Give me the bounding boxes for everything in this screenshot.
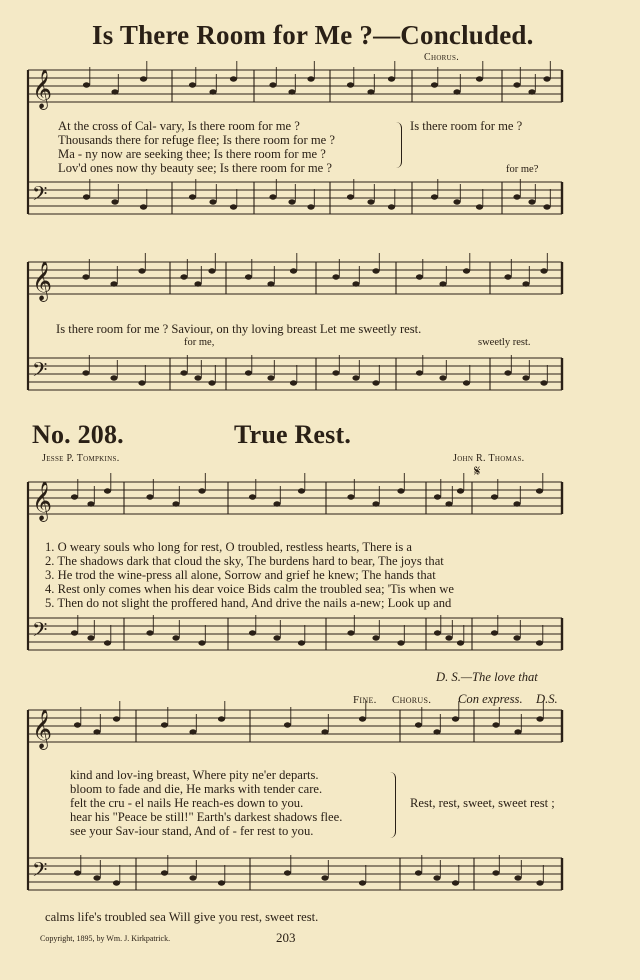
chorus-line-upper: Is there room for me ? <box>410 119 523 133</box>
notehead <box>476 76 483 81</box>
notehead <box>453 199 460 204</box>
notehead <box>372 268 379 273</box>
chorus-label-208: Chorus. <box>392 694 432 706</box>
notehead <box>93 729 100 734</box>
notehead <box>110 281 117 286</box>
author-credit: Jesse P. Tompkins. <box>42 453 120 464</box>
notehead <box>352 375 359 380</box>
notehead <box>540 380 547 385</box>
notehead <box>463 268 470 273</box>
notehead <box>172 501 179 506</box>
notehead <box>513 501 520 506</box>
verse-bracket-upper <box>396 122 402 168</box>
notehead <box>452 880 459 885</box>
notehead <box>245 274 252 279</box>
notehead <box>273 635 280 640</box>
notehead <box>218 880 225 885</box>
notehead <box>273 501 280 506</box>
notehead <box>93 875 100 880</box>
notehead <box>288 89 295 94</box>
notehead <box>397 640 404 645</box>
notehead <box>367 199 374 204</box>
notehead <box>71 494 78 499</box>
notehead <box>140 76 147 81</box>
bass-cue-upper: for me? <box>506 164 539 175</box>
notehead <box>290 268 297 273</box>
notehead <box>113 716 120 721</box>
notehead <box>321 729 328 734</box>
notehead <box>209 199 216 204</box>
notehead <box>298 640 305 645</box>
notehead <box>245 370 252 375</box>
notehead <box>434 494 441 499</box>
notehead <box>82 274 89 279</box>
notehead <box>416 370 423 375</box>
bass-clef-icon: 𝄢 <box>32 182 48 210</box>
notehead <box>415 722 422 727</box>
notehead <box>249 494 256 499</box>
verse-line-3: Ma - ny now are seeking thee; Is there room for me ? <box>58 147 326 161</box>
notehead <box>347 630 354 635</box>
notehead <box>208 268 215 273</box>
notehead <box>514 875 521 880</box>
notehead <box>110 375 117 380</box>
notehead <box>104 488 111 493</box>
notehead <box>439 281 446 286</box>
notehead <box>218 716 225 721</box>
notehead <box>307 204 314 209</box>
notehead <box>189 82 196 87</box>
notehead <box>172 635 179 640</box>
notehead <box>198 640 205 645</box>
notehead <box>189 875 196 880</box>
notehead <box>288 199 295 204</box>
notehead <box>359 880 366 885</box>
treble-clef-icon: 𝄞 <box>32 69 53 109</box>
notehead <box>87 635 94 640</box>
notehead <box>416 274 423 279</box>
notehead <box>284 870 291 875</box>
verse-208-3: 3. He trod the wine-press all alone, Sorrow and grief he knew; The hands that <box>45 568 436 582</box>
verse-208-4: 4. Rest only comes when his dear voice Bids calm the troubled sea; 'Tis when we <box>45 582 454 596</box>
notehead <box>522 281 529 286</box>
notehead <box>74 722 81 727</box>
notehead <box>388 204 395 209</box>
notehead <box>332 370 339 375</box>
notehead <box>307 76 314 81</box>
notehead <box>359 716 366 721</box>
notehead <box>189 194 196 199</box>
notehead <box>372 501 379 506</box>
chorus-label-upper: Chorus. <box>424 52 459 63</box>
bass-clef-icon: 𝄢 <box>32 858 48 886</box>
notehead <box>111 199 118 204</box>
treble-clef-icon: 𝄞 <box>32 261 53 301</box>
verse-208-cont-2: bloom to fade and die, He marks with tender care. <box>70 782 323 796</box>
ds-text: D. S.—The love that <box>436 670 538 684</box>
notehead <box>397 488 404 493</box>
notehead <box>536 640 543 645</box>
notehead <box>415 870 422 875</box>
notehead <box>269 194 276 199</box>
notehead <box>433 729 440 734</box>
con-express-label: Con express. <box>458 692 523 706</box>
notehead <box>491 494 498 499</box>
notehead <box>146 494 153 499</box>
notehead <box>230 76 237 81</box>
notehead <box>180 274 187 279</box>
treble-clef-icon: 𝄞 <box>32 481 53 521</box>
ds-continuation: calms life's troubled sea Will give you rest, sweet rest. <box>45 910 319 924</box>
page-number: 203 <box>276 930 296 945</box>
notehead <box>347 82 354 87</box>
notehead <box>536 716 543 721</box>
verse-line-4: Lov'd ones now thy beauty see; Is there room for me ? <box>58 161 333 175</box>
notehead <box>388 76 395 81</box>
notehead <box>230 204 237 209</box>
notehead <box>536 880 543 885</box>
notehead <box>445 635 452 640</box>
notehead <box>513 82 520 87</box>
ds-label: D.S. <box>536 692 558 706</box>
notehead <box>104 640 111 645</box>
notehead <box>522 375 529 380</box>
segno-icon: 𝄋 <box>474 462 481 480</box>
verse-208-1: 1. O weary souls who long for rest, O troubled, restless hearts, There is a <box>45 540 413 554</box>
notehead <box>513 194 520 199</box>
notehead <box>138 380 145 385</box>
treble-clef-icon: 𝄞 <box>32 709 53 749</box>
notehead <box>347 494 354 499</box>
bass-clef-icon: 𝄢 <box>32 618 48 646</box>
notehead <box>347 194 354 199</box>
notehead <box>476 204 483 209</box>
notehead <box>87 501 94 506</box>
notehead <box>514 729 521 734</box>
composer-credit: John R. Thomas. <box>453 453 525 464</box>
notehead <box>367 89 374 94</box>
notehead <box>372 380 379 385</box>
notehead <box>321 875 328 880</box>
notehead <box>82 370 89 375</box>
notehead <box>267 375 274 380</box>
notehead <box>492 722 499 727</box>
notehead <box>439 375 446 380</box>
notehead <box>504 370 511 375</box>
bass-cue-2b: sweetly rest. <box>478 337 531 348</box>
notehead <box>290 380 297 385</box>
bass-cue-2a: for me, <box>184 337 215 348</box>
chorus-line-2: Is there room for me ? Saviour, on thy loving breast Let me sweetly rest. <box>56 322 422 336</box>
notehead <box>431 82 438 87</box>
notehead <box>284 722 291 727</box>
notehead <box>111 89 118 94</box>
verse-208-2: 2. The shadows dark that cloud the sky, The burdens hard to bear, The joys that <box>45 554 444 568</box>
notehead <box>208 380 215 385</box>
notehead <box>372 635 379 640</box>
notehead <box>457 488 464 493</box>
notehead <box>161 870 168 875</box>
notehead <box>198 488 205 493</box>
notehead <box>431 194 438 199</box>
notehead <box>83 194 90 199</box>
notehead <box>138 268 145 273</box>
notehead <box>513 635 520 640</box>
notehead <box>463 380 470 385</box>
notehead <box>528 89 535 94</box>
notehead <box>267 281 274 286</box>
notehead <box>445 501 452 506</box>
notehead <box>189 729 196 734</box>
notehead <box>453 89 460 94</box>
notehead <box>71 630 78 635</box>
notehead <box>269 82 276 87</box>
notehead <box>452 716 459 721</box>
notehead <box>194 375 201 380</box>
verse-208-cont-4: hear his "Peace be still!" Earth's darkest shadows flee. <box>70 810 343 824</box>
notehead <box>74 870 81 875</box>
notehead <box>457 640 464 645</box>
notehead <box>140 204 147 209</box>
notehead <box>352 281 359 286</box>
notehead <box>536 488 543 493</box>
notehead <box>180 370 187 375</box>
verse-208-5: 5. Then do not slight the proffered hand, And drive the nails a-new; Look up and <box>45 596 452 610</box>
notehead <box>332 274 339 279</box>
notehead <box>83 82 90 87</box>
verse-bracket-208 <box>390 772 396 838</box>
copyright: Copyright, 1895, by Wm. J. Kirkpatrick. <box>40 934 171 943</box>
verse-208-cont-3: felt the cru - el nails He reach-es down to you. <box>70 796 304 810</box>
hymn-title: True Rest. <box>234 420 352 449</box>
notehead <box>492 870 499 875</box>
notehead <box>249 630 256 635</box>
fine-label: Fine. <box>353 694 377 706</box>
notehead <box>298 488 305 493</box>
notehead <box>434 630 441 635</box>
notehead <box>528 199 535 204</box>
verse-208-cont-1: kind and lov-ing breast, Where pity ne'er departs. <box>70 768 319 782</box>
notehead <box>209 89 216 94</box>
verse-208-cont-5: see your Sav-iour stand, And of - fer rest to you. <box>70 824 314 838</box>
chorus-text-208: Rest, rest, sweet, sweet rest ; <box>410 796 555 810</box>
notehead <box>543 76 550 81</box>
verse-line-2: Thousands there for refuge flee; Is there room for me ? <box>58 133 335 147</box>
notehead <box>540 268 547 273</box>
notehead <box>194 281 201 286</box>
notehead <box>491 630 498 635</box>
notehead <box>146 630 153 635</box>
notehead <box>504 274 511 279</box>
bass-clef-icon: 𝄢 <box>32 358 48 386</box>
notehead <box>543 204 550 209</box>
notehead <box>113 880 120 885</box>
hymn-title-concluded: Is There Room for Me ?—Concluded. <box>92 20 534 50</box>
notehead <box>433 875 440 880</box>
verse-line-1: At the cross of Cal- vary, Is there room for me ? <box>58 119 300 133</box>
notehead <box>161 722 168 727</box>
hymn-number: No. 208. <box>32 420 124 449</box>
